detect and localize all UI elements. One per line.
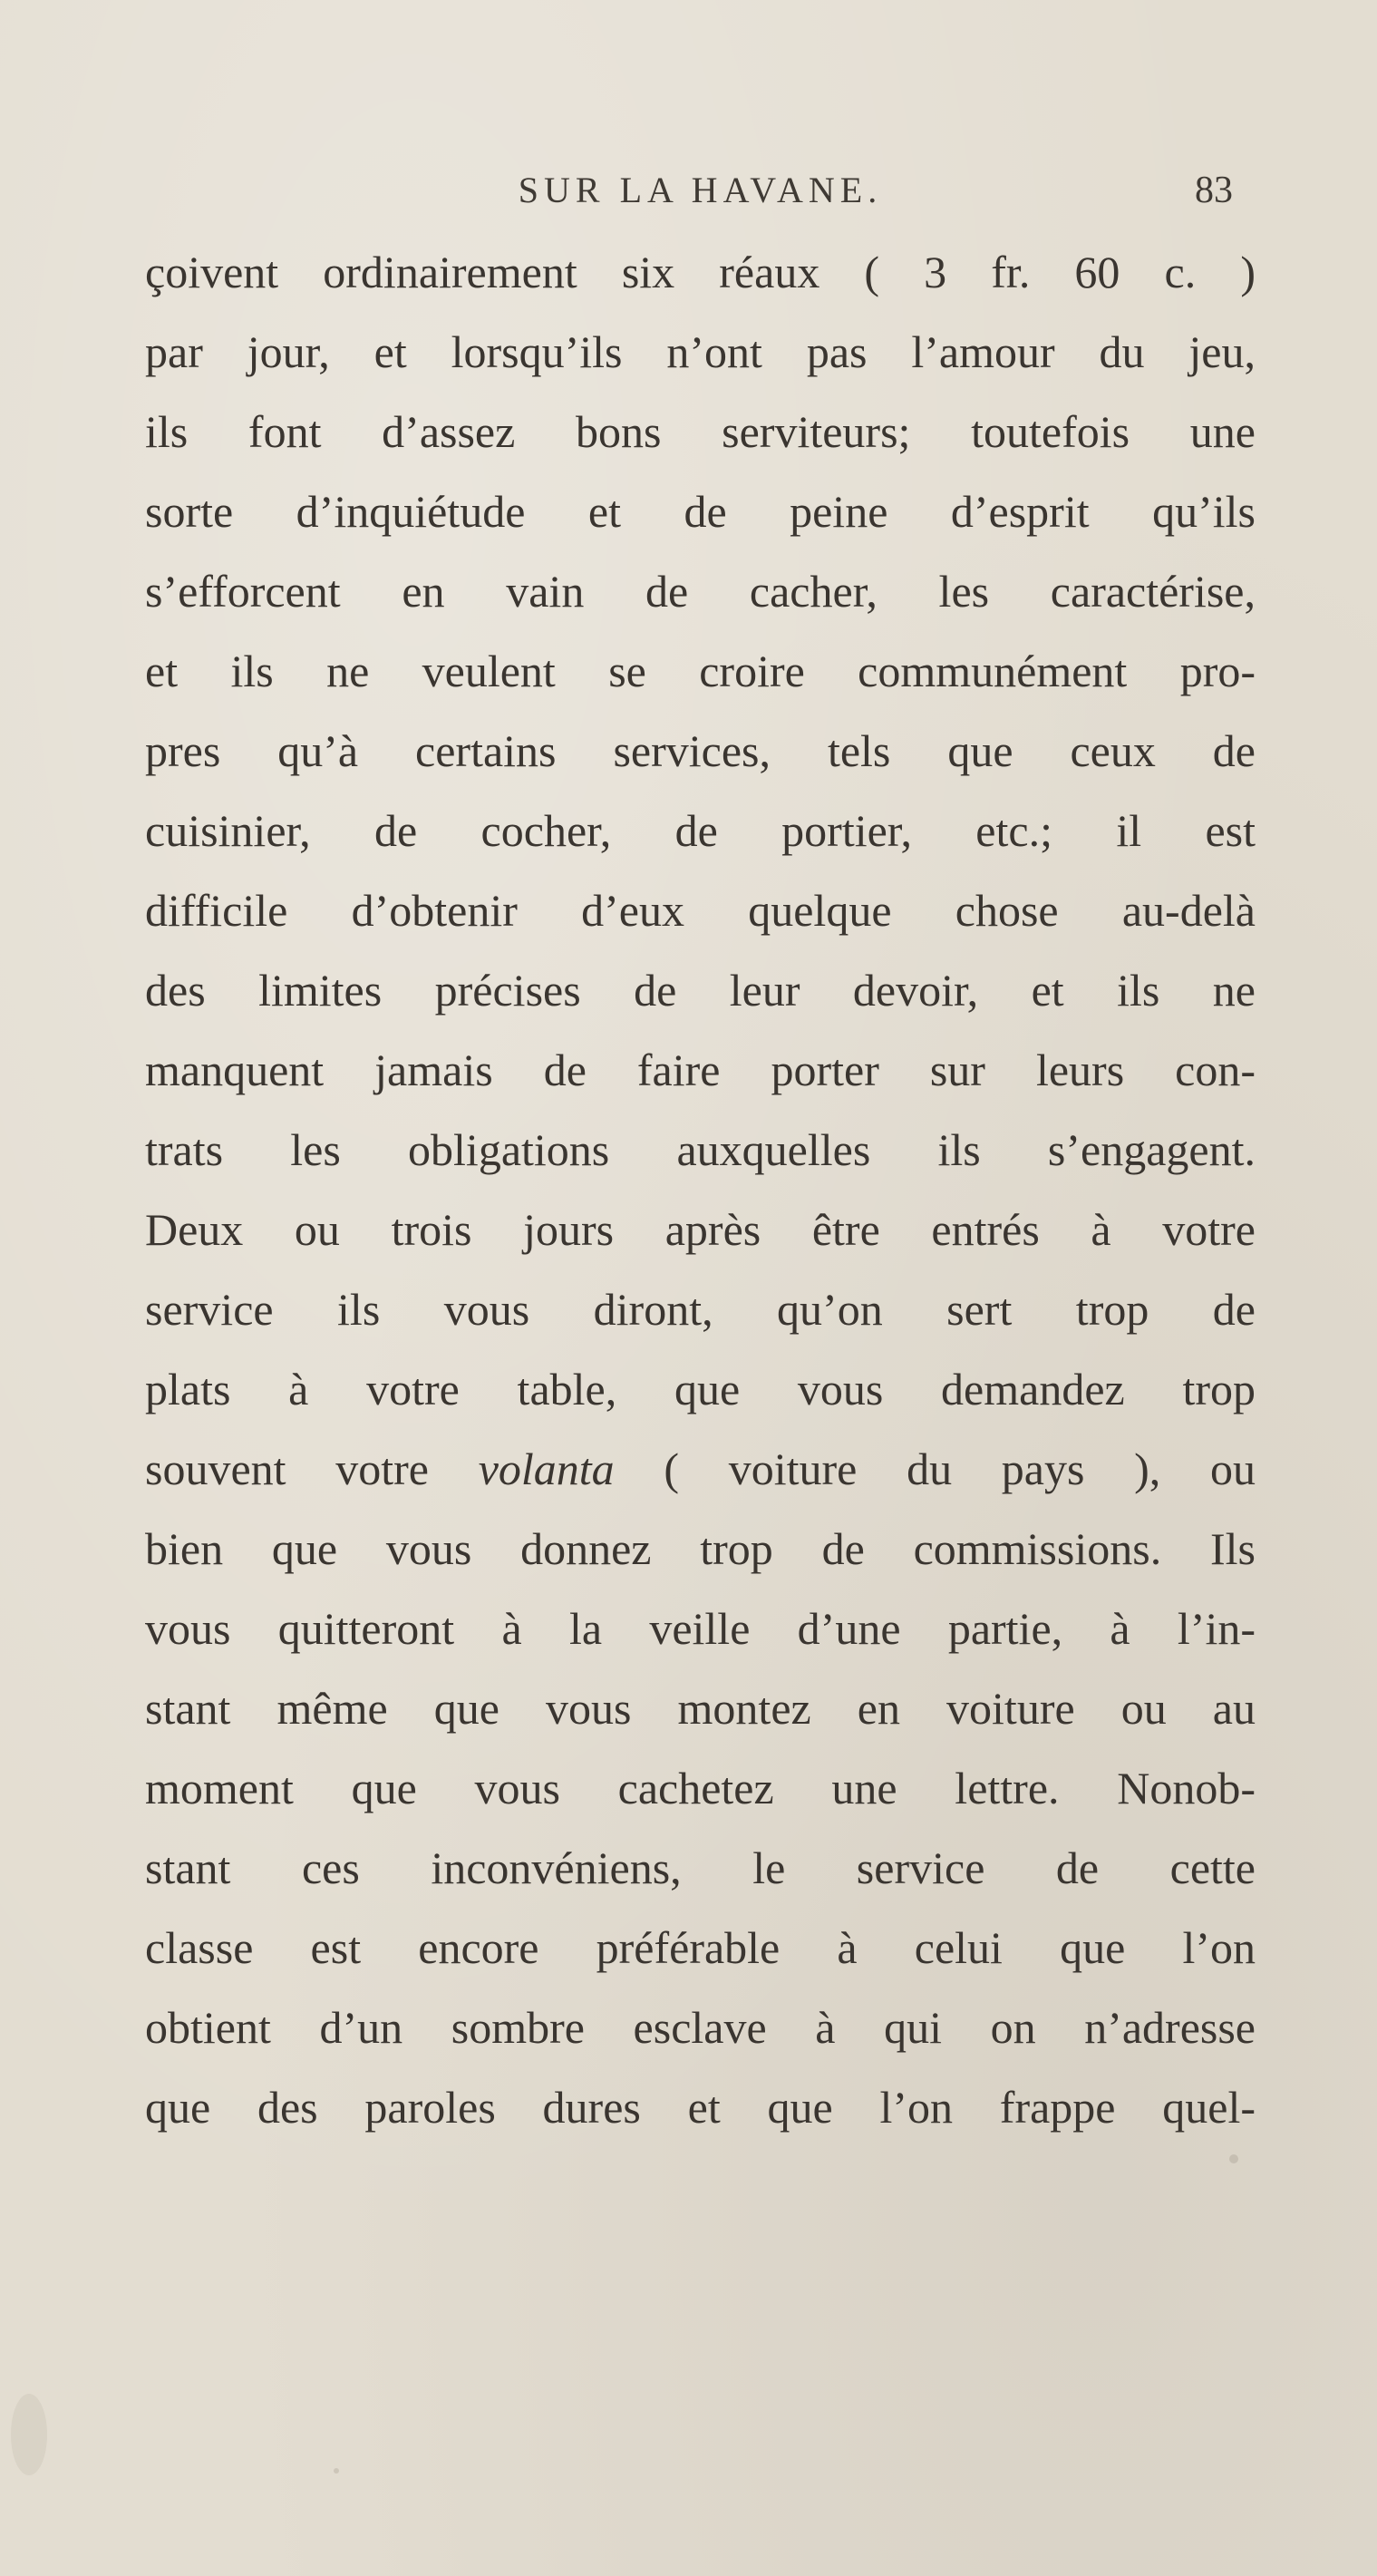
paper-spot bbox=[334, 2468, 339, 2474]
text-line: trats les obligations auxquelles ils s’engagent. bbox=[145, 1124, 1256, 1175]
text-line: manquent jamais de faire porter sur leurs con- bbox=[145, 1045, 1256, 1095]
italic-term: volanta bbox=[478, 1444, 615, 1494]
text-line: pres qu’à certains services, tels que ceux de bbox=[145, 725, 1256, 776]
text-line: s’efforcent en vain de cacher, les caractérise, bbox=[145, 566, 1256, 617]
text-line: service ils vous diront, qu’on sert trop de bbox=[145, 1284, 1256, 1335]
page-number: 83 bbox=[1195, 170, 1233, 211]
text-line: bien que vous donnez trop de commissions. Ils bbox=[145, 1523, 1256, 1574]
text-line: et ils ne veulent se croire communément pro- bbox=[145, 646, 1256, 696]
text-line: çoivent ordinairement six réaux ( 3 fr. 60 c. ) bbox=[145, 247, 1256, 297]
text-line: stant même que vous montez en voiture ou au bbox=[145, 1683, 1256, 1734]
text-run: souvent votre bbox=[145, 1444, 479, 1494]
paper-spot bbox=[11, 2394, 47, 2475]
text-line: par jour, et lorsqu’ils n’ont pas l’amour du jeu, bbox=[145, 326, 1256, 377]
text-line: obtient d’un sombre esclave à qui on n’adresse bbox=[145, 2002, 1256, 2053]
text-line: stant ces inconvéniens, le service de cette bbox=[145, 1842, 1256, 1893]
text-line: vous quitteront à la veille d’une partie, à l’in- bbox=[145, 1603, 1256, 1654]
text-run: ( voiture du pays ), ou bbox=[614, 1444, 1256, 1494]
text-line: difficile d’obtenir d’eux quelque chose au-delà bbox=[145, 885, 1256, 936]
text-line: plats à votre table, que vous demandez trop bbox=[145, 1364, 1256, 1414]
text-line: moment que vous cachetez une lettre. Nonob- bbox=[145, 1763, 1256, 1813]
text-line: cuisinier, de cocher, de portier, etc.; il est bbox=[145, 805, 1256, 856]
body-text bbox=[145, 232, 1256, 2147]
text-line-with-italic bbox=[145, 1429, 1256, 1509]
paper-spot bbox=[1229, 2154, 1238, 2163]
text-line: Deux ou trois jours après être entrés à votre bbox=[145, 1204, 1256, 1255]
text-line: classe est encore préférable à celui que l’on bbox=[145, 1922, 1256, 1973]
text-line: que des paroles dures et que l’on frappe quel- bbox=[145, 2082, 1256, 2133]
running-head bbox=[145, 169, 1256, 223]
text-line: sorte d’inquiétude et de peine d’esprit qu’ils bbox=[145, 486, 1256, 537]
text-line: des limites précises de leur devoir, et ils ne bbox=[145, 965, 1256, 1016]
running-title: SUR LA HAVANE. bbox=[518, 170, 883, 210]
text-line: ils font d’assez bons serviteurs; toutefois une bbox=[145, 406, 1256, 457]
